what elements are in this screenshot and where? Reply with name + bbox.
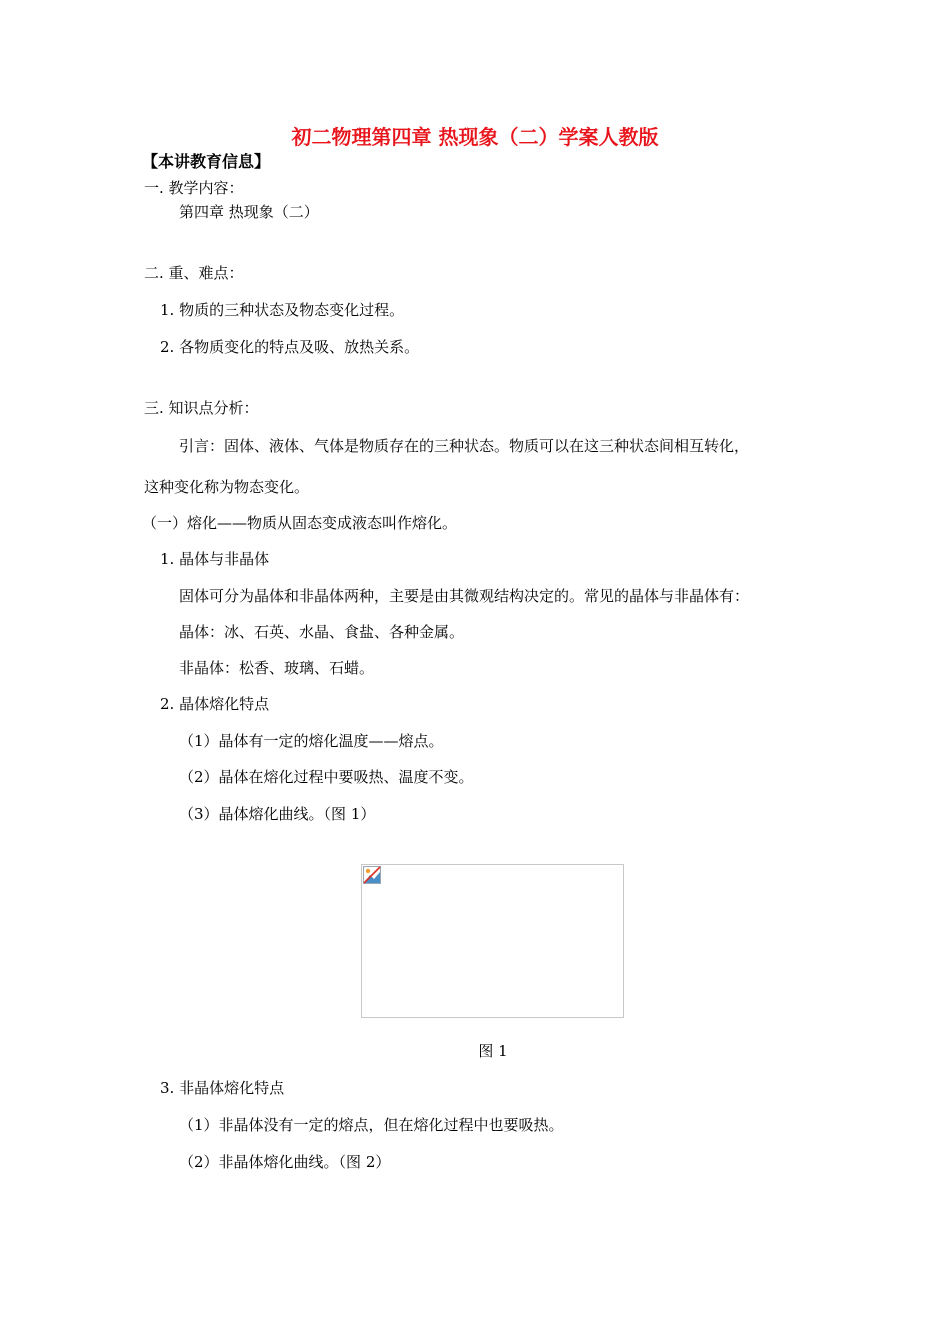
section-3-heading: 三. 知识点分析：	[144, 399, 259, 417]
part-1-heading: （一）熔化——物质从固态变成液态叫作熔化。	[142, 514, 458, 532]
sub-1-paragraph-1: 固体可分为晶体和非晶体两种，主要是由其微观结构决定的。常见的晶体与非晶体有：	[179, 587, 750, 605]
section-2-item-1: 1. 物质的三种状态及物态变化过程。	[160, 301, 405, 319]
sub-1-paragraph-3: 非晶体：松香、玻璃、石蜡。	[179, 659, 375, 677]
section-1-heading: 一. 教学内容：	[144, 179, 244, 197]
section-2-heading: 二. 重、难点：	[144, 264, 244, 282]
intro-line-2: 这种变化称为物态变化。	[144, 478, 310, 496]
intro-line-1: 引言：固体、液体、气体是物质存在的三种状态。物质可以在这三种状态间相互转化，	[179, 437, 750, 455]
sub-3-item-2: （2）非晶体熔化曲线。（图 2）	[179, 1153, 391, 1171]
sub-1-heading: 1. 晶体与非晶体	[160, 550, 270, 568]
figure-1-caption: 图 1	[478, 1042, 508, 1060]
sub-2-heading: 2. 晶体熔化特点	[160, 695, 270, 713]
sub-2-item-2: （2）晶体在熔化过程中要吸热、温度不变。	[179, 768, 474, 786]
info-heading: 【本讲教育信息】	[142, 152, 271, 171]
sub-1-paragraph-2: 晶体：冰、石英、水晶、食盐、各种金属。	[179, 623, 465, 641]
sub-2-item-1: （1）晶体有一定的熔化温度——熔点。	[179, 732, 444, 750]
section-2-item-2: 2. 各物质变化的特点及吸、放热关系。	[160, 338, 420, 356]
figure-1-placeholder	[361, 864, 624, 1018]
sub-3-item-1: （1）非晶体没有一定的熔点，但在熔化过程中也要吸热。	[179, 1116, 564, 1134]
section-1-content: 第四章 热现象（二）	[179, 203, 319, 221]
document-title: 初二物理第四章 热现象（二）学案人教版	[291, 125, 659, 149]
sub-2-item-3: （3）晶体熔化曲线。（图 1）	[179, 805, 376, 823]
sub-3-heading: 3. 非晶体熔化特点	[160, 1079, 285, 1097]
broken-image-icon	[363, 866, 381, 884]
